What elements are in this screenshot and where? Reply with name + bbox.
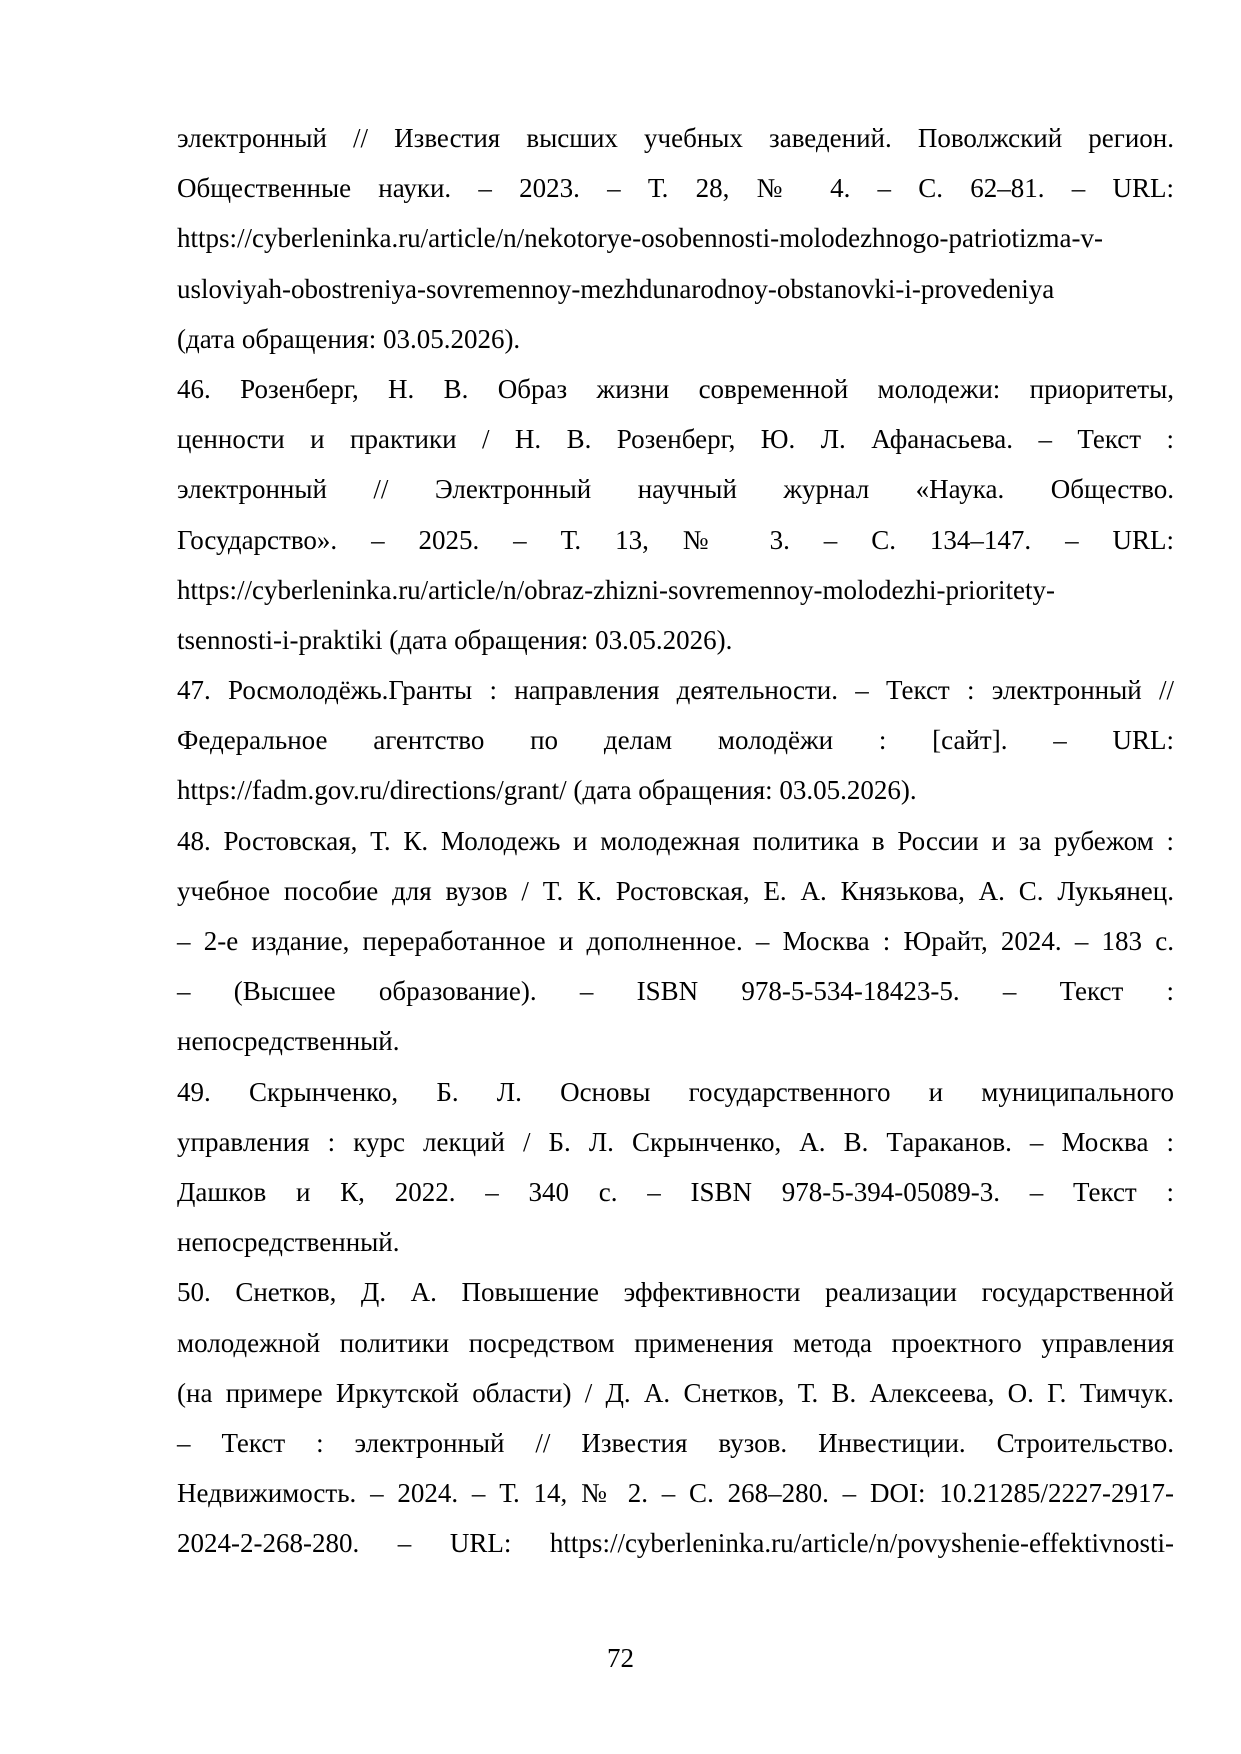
- bibliography-entry-45: [177, 113, 1174, 364]
- bibliography-entry-49: [177, 1067, 1174, 1268]
- entry-line: Недвижимость. – 2024. – Т. 14, № 2. – С. 268–280. – DOI: 10.21285/2227-2917-: [177, 1478, 1174, 1509]
- entry-line: Дашков и К, 2022. – 340 с. – ISBN 978-5-394-05089-3. – Текст :: [177, 1176, 1174, 1207]
- entry-line: ценности и практики / Н. В. Розенберг, Ю. Л. Афанасьева. – Текст :: [177, 424, 1174, 455]
- entry-line: – (Высшее образование). – ISBN 978-5-534-18423-5. – Текст :: [177, 976, 1174, 1007]
- entry-line: https://cyberleninka.ru/article/n/nekotorye-osobennosti-molodezhnogo-patriotizma-v-: [177, 223, 1103, 254]
- entry-line: 46. Розенберг, Н. В. Образ жизни современной молодежи: приоритеты,: [177, 373, 1174, 404]
- entry-line: https://cyberleninka.ru/article/n/obraz-zhizni-sovremennoy-molodezhi-prioritety-: [177, 574, 1055, 605]
- entry-line: – Текст : электронный // Известия вузов. Инвестиции. Строительство.: [177, 1427, 1174, 1458]
- entry-line: Общественные науки. – 2023. – Т. 28, № 4. – С. 62–81. – URL:: [177, 173, 1174, 204]
- entry-line: электронный // Электронный научный журнал «Наука. Общество.: [177, 474, 1174, 505]
- entry-line: непосредственный.: [177, 1026, 400, 1057]
- entry-line: 2024-2-268-280. – URL: https://cyberleninka.ru/article/n/povyshenie-effektivnosti-: [177, 1528, 1174, 1559]
- entry-line: учебное пособие для вузов / Т. К. Ростовская, Е. А. Князькова, А. С. Лукьянец.: [177, 875, 1174, 906]
- bibliography-entry-50: [177, 1267, 1174, 1568]
- entry-line: Государство». – 2025. – Т. 13, № 3. – С. 134–147. – URL:: [177, 524, 1174, 555]
- entry-line: – 2-е издание, переработанное и дополненное. – Москва : Юрайт, 2024. – 183 с.: [177, 926, 1174, 956]
- entry-line: непосредственный.: [177, 1227, 400, 1258]
- entry-line: (на примере Иркутской области) / Д. А. Снетков, Т. В. Алексеева, О. Г. Тимчук.: [177, 1377, 1174, 1408]
- page-number: 72: [607, 1643, 634, 1673]
- entry-line: Федеральное агентство по делам молодёжи : [сайт]. – URL:: [177, 725, 1174, 756]
- entry-line: (дата обращения: 03.05.2026).: [177, 323, 521, 354]
- entry-line: tsennosti-i-praktiki (дата обращения: 03.05.2026).: [177, 624, 733, 655]
- entry-line: 47. Росмолодёжь.Гранты : направления деятельности. – Текст : электронный //: [177, 675, 1174, 706]
- entry-line: https://fadm.gov.ru/directions/grant/ (дата обращения: 03.05.2026).: [177, 775, 917, 806]
- bibliography-entry-47: [177, 665, 1174, 816]
- entry-line: usloviyah-obostreniya-sovremennoy-mezhdunarodnoy-obstanovki-i-provedeniya: [177, 273, 1055, 304]
- entry-line: молодежной политики посредством применения метода проектного управления: [177, 1327, 1174, 1358]
- bibliography-entry-48: [177, 816, 1174, 1067]
- bibliography-list: [177, 113, 1174, 1568]
- entry-line: 49. Скрынченко, Б. Л. Основы государственного и муниципального: [177, 1076, 1174, 1107]
- entry-line: 50. Снетков, Д. А. Повышение эффективности реализации государственной: [177, 1277, 1174, 1308]
- bibliography-entry-46: [177, 364, 1174, 665]
- entry-line: электронный // Известия высших учебных заведений. Поволжский регион.: [177, 123, 1174, 153]
- entry-line: 48. Ростовская, Т. К. Молодежь и молодежная политика в России и за рубежом :: [177, 825, 1174, 856]
- entry-line: управления : курс лекций / Б. Л. Скрынченко, А. В. Тараканов. – Москва :: [177, 1126, 1174, 1157]
